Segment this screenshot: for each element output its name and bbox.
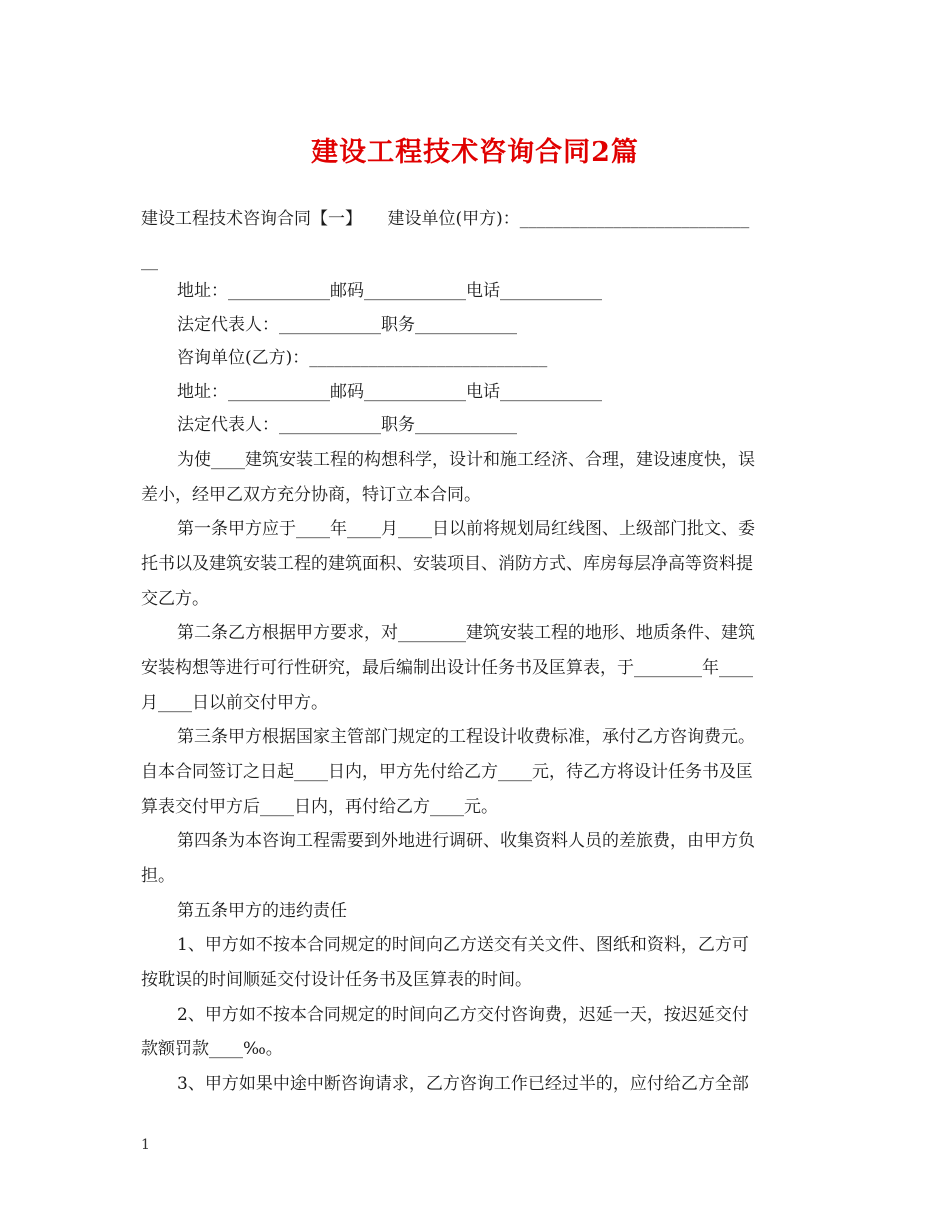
- text-line: 安装构想等进行可行性研究，最后编制出设计任务书及匡算表，于________年____: [141, 658, 753, 678]
- document-title: 建设工程技术咨询合同2篇: [311, 137, 639, 168]
- text-line: 第二条乙方根据甲方要求，对________建筑安装工程的地形、地质条件、建筑: [177, 623, 755, 643]
- text-line: __: [141, 251, 158, 271]
- text-line: 自本合同签订之日起____日内，甲方先付给乙方____元，待乙方将设计任务书及匡: [141, 762, 753, 782]
- text-line: 1、甲方如不按本合同规定的时间向乙方送交有关文件、图纸和资料，乙方可: [177, 935, 749, 955]
- text-line: 月____日以前交付甲方。: [141, 693, 328, 713]
- text-line: 算表交付甲方后____日内，再付给乙方____元。: [141, 797, 498, 817]
- text-line: 托书以及建筑安装工程的建筑面积、安装项目、消防方式、库房每层净高等资料提: [141, 554, 753, 574]
- text-line: 差小，经甲乙双方充分协商，特订立本合同。: [141, 485, 481, 505]
- text-line: 2、甲方如不按本合同规定的时间向乙方交付咨询费，迟延一天，按迟延交付: [177, 1005, 749, 1025]
- text-line: 第三条甲方根据国家主管部门规定的工程设计收费标准，承付乙方咨询费元。: [177, 727, 755, 747]
- page-number: 1: [141, 1137, 150, 1153]
- text-line: 担。: [141, 866, 175, 886]
- text-line: 第五条甲方的违约责任: [177, 901, 347, 921]
- text-line: 第四条为本咨询工程需要到外地进行调研、收集资料人员的差旅费，由甲方负: [177, 831, 755, 851]
- text-line: 按耽误的时间顺延交付设计任务书及匡算表的时间。: [141, 970, 532, 990]
- text-line: 为使____建筑安装工程的构想科学，设计和施工经济、合理，建设速度快，误: [177, 450, 755, 470]
- text-line: 地址：____________邮码____________电话____________: [177, 281, 602, 301]
- text-line: 款额罚款____‰。: [141, 1039, 283, 1059]
- text-line: 3、甲方如果中途中断咨询请求，乙方咨询工作已经过半的，应付给乙方全部: [177, 1074, 749, 1094]
- text-line: 地址：____________邮码____________电话____________: [177, 382, 602, 402]
- text-line: 法定代表人：____________职务____________: [177, 415, 517, 435]
- text-line: 法定代表人：____________职务____________: [177, 315, 517, 335]
- text-line: 交乙方。: [141, 589, 209, 609]
- text-line: 第一条甲方应于____年____月____日以前将规划局红线图、上级部门批文、委: [177, 519, 755, 539]
- text-line: 建设工程技术咨询合同【一】 建设单位(甲方)：___________________________: [141, 209, 750, 229]
- text-line: 咨询单位(乙方)：____________________________: [177, 348, 548, 368]
